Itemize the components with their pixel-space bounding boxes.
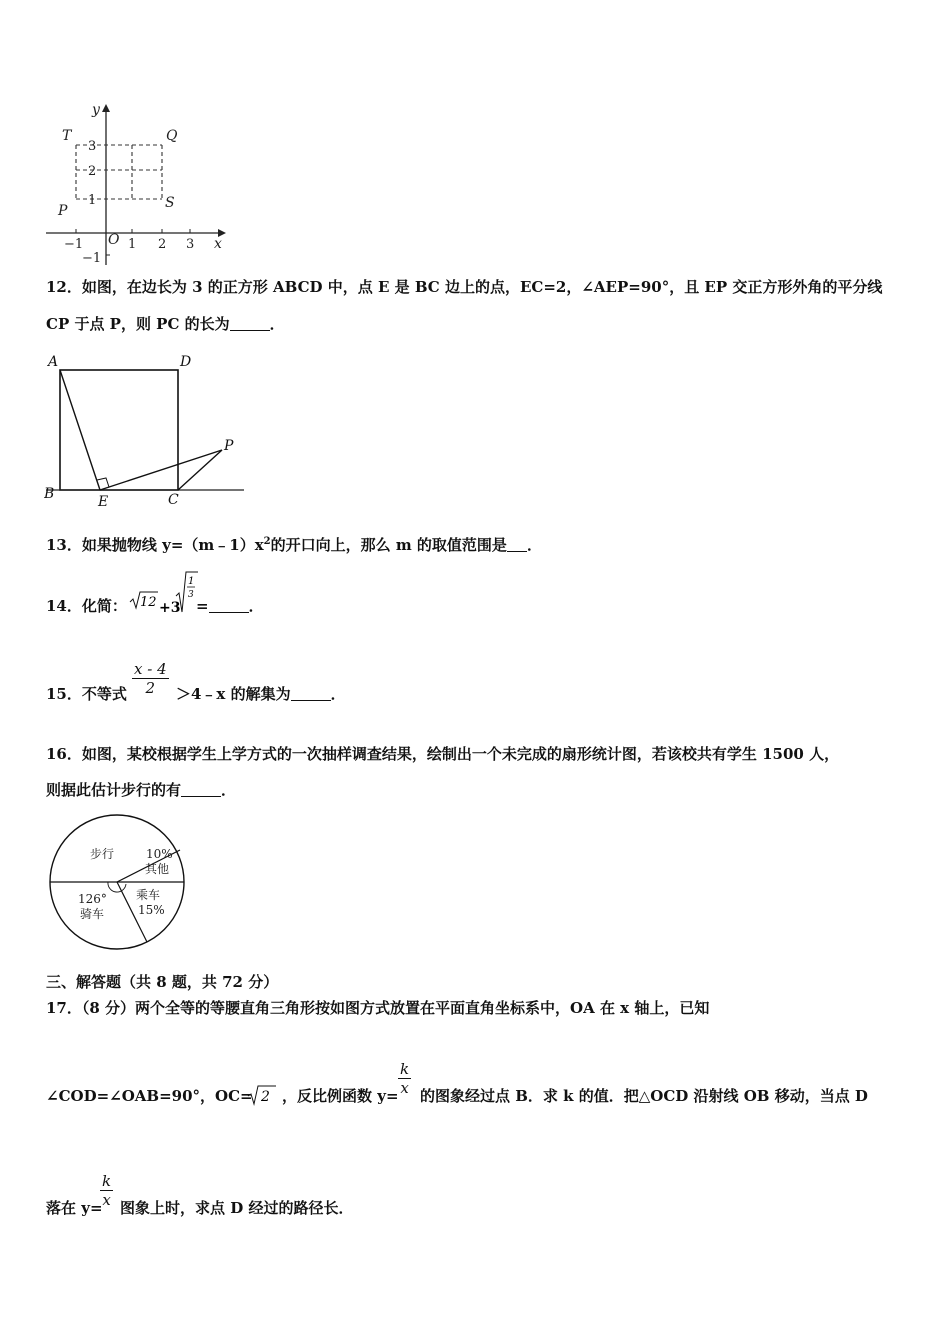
vertex-A-label: A [48,354,59,370]
question-17-line2a: ∠COD=∠OAB=90°，OC= [46,1087,253,1105]
sqrt-fraction-den: 3 [188,590,194,600]
section-3-heading: 三、解答题（共 8 题，共 72 分） [46,973,279,991]
question-12-line1: 12．如图，在边长为 3 的正方形 ABCD 中，点 E 是 BC 边上的点，EC=2，∠AEP=90°，且 EP 交正方形外角的平分线 [46,278,883,296]
y-axis-label: y [92,102,100,118]
pie-other-label: 其他 [145,862,170,876]
question-14-plus: +3 [159,600,181,616]
question-13-end: ． [526,536,542,554]
question-17-line3 [46,1198,103,1218]
point-C-label: C [168,492,179,508]
sqrt-12-radicand: 12 [140,595,157,610]
question-12-end: ． [269,315,285,333]
question-15-end: ． [330,685,346,703]
answer-blank-13 [507,537,527,552]
point-P-label: P [224,438,234,454]
y-tick-3: 3 [88,139,97,154]
question-17-line1: 17．（8 分）两个全等的等腰直角三角形按如图方式放置在平面直角坐标系中，OA 在 x 轴上，已知 [46,999,710,1017]
answer-blank-12 [230,316,270,331]
pie-chart [44,812,194,952]
question-15 [46,684,127,704]
question-16-line1: 16．如图，某校根据学生上学方式的一次抽样调查结果，绘制出一个未完成的扇形统计图，若该校共有学生 1500 人， [46,745,840,763]
question-14-expression [126,568,206,620]
question-17-line2c: 的图象经过点 B．求 k 的值．把△OCD 沿射线 OB 移动，当点 D [420,1087,868,1105]
svg-text:2: 2 [261,1089,270,1105]
fraction-x-2: x [100,1190,113,1209]
question-15-rest: ＞4﹣x 的解集为 [176,685,291,703]
square-figure [44,352,254,512]
question-14 [46,596,127,616]
x-tick-2: 2 [158,237,167,252]
question-17-line2b-wrap [282,1086,399,1106]
y-tick-1: 1 [88,193,97,208]
x-tick-3: 3 [186,237,195,252]
question-17-line3a: 落在 y= [46,1199,103,1217]
question-14-tail [196,596,264,616]
question-14-end: ． [248,597,264,615]
question-17-line2b: ，反比例函数 y= [282,1087,399,1105]
pie-walk-label: 步行 [90,847,115,861]
question-13-text: 13．如果抛物线 y=（m﹣1）x [46,536,264,554]
question-14-prefix: 14．化简： [46,597,127,615]
question-17-line2 [46,1086,253,1106]
question-15-tail [176,684,346,704]
vertex-B-label: B [44,486,55,502]
vertex-D-label: D [180,354,192,370]
question-17-fraction-2 [100,1172,113,1209]
x-tick-neg1: −1 [64,237,84,252]
question-13-text2: 的开口向上，那么 m 的取值范围是 [270,536,507,554]
y-tick-neg1: −1 [82,251,102,266]
question-12-text: CP 于点 P，则 PC 的长为 [46,315,230,333]
fraction-k: k [400,1060,410,1078]
answer-blank-15 [291,686,331,701]
coordinate-figure [44,100,244,270]
fraction-denominator: 2 [132,678,169,697]
pie-other-pct: 10% [146,847,173,861]
origin-label: O [108,232,120,248]
sqrt-fraction-num: 1 [188,576,195,587]
question-15-prefix: 15．不等式 [46,685,127,703]
point-E-label: E [98,494,109,510]
question-13-exponent: 2 [263,536,271,547]
point-T-label: T [62,128,72,144]
answer-blank-14 [209,598,249,613]
pie-bus-pct: 15% [138,903,165,917]
point-S-label: S [165,195,175,211]
fraction-x: x [398,1078,411,1097]
point-Q-label: Q [166,128,178,144]
x-axis-label: x [214,236,222,252]
question-13 [46,532,542,555]
y-tick-2: 2 [88,164,97,179]
question-16-end: ． [221,781,237,799]
fraction-numerator: x - 4 [134,660,167,678]
point-P-label: P [58,203,68,219]
question-17-line3b-wrap [120,1198,353,1218]
question-14-eq: = [196,597,209,615]
question-15-fraction [132,660,169,697]
pie-ride-label: 骑车 [80,907,105,921]
question-12-line2 [46,314,285,334]
fraction-k-2: k [102,1172,112,1190]
question-17-sqrt2 [246,1080,280,1110]
question-17-fraction-1 [398,1060,411,1097]
question-16-line2 [46,780,236,800]
pie-bus-label: 乘车 [136,888,161,902]
question-16-text: 则据此估计步行的有 [46,781,182,799]
answer-blank-16 [181,782,221,797]
x-tick-1: 1 [128,237,137,252]
pie-ride-angle: 126° [78,892,107,906]
question-17-line3b: 图象上时，求点 D 经过的路径长． [120,1199,354,1217]
question-17-line2c-wrap [420,1086,868,1106]
